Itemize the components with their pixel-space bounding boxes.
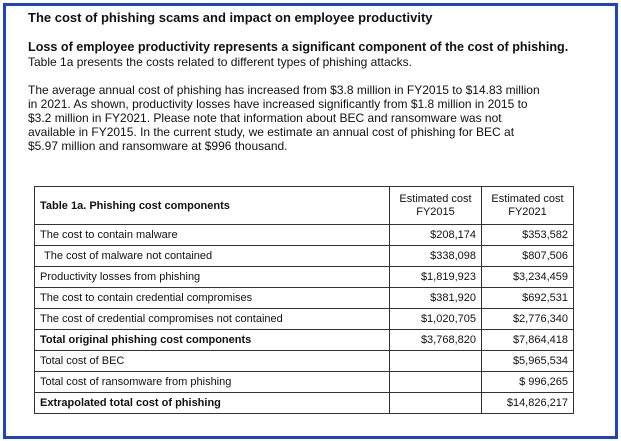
row-value-fy2021: $2,776,340 xyxy=(482,309,574,330)
row-label: The cost of credential compromises not contained xyxy=(35,309,390,330)
table-row-total xyxy=(35,330,574,351)
row-label: Extrapolated total cost of phishing xyxy=(35,393,390,414)
row-value-fy2021: $3,234,459 xyxy=(482,267,574,288)
row-value-fy2015: $338,098 xyxy=(390,246,482,267)
row-value-fy2015 xyxy=(390,372,482,393)
row-value-fy2015: $381,920 xyxy=(390,288,482,309)
table-row xyxy=(35,372,574,393)
document-content xyxy=(28,10,598,153)
table-title: Table 1a. Phishing cost components xyxy=(35,187,390,225)
table-row xyxy=(35,351,574,372)
paragraph-line: The average annual cost of phishing has increased from $3.8 million in FY2015 to $14.83 million xyxy=(28,83,540,97)
row-label: The cost to contain malware xyxy=(35,225,390,246)
row-label: Total original phishing cost components xyxy=(35,330,390,351)
row-value-fy2021: $807,506 xyxy=(482,246,574,267)
phishing-cost-table xyxy=(34,186,574,414)
col-header-line: FY2015 xyxy=(416,205,455,218)
table-row xyxy=(35,225,574,246)
col-header-fy2015 xyxy=(390,187,482,225)
table-row xyxy=(35,309,574,330)
row-label: Total cost of BEC xyxy=(35,351,390,372)
col-header-fy2021 xyxy=(482,187,574,225)
row-value-fy2015: $1,020,705 xyxy=(390,309,482,330)
paragraph-line: $5.97 million and ransomware at $996 thousand. xyxy=(28,139,288,153)
col-header-line: FY2021 xyxy=(508,205,547,218)
row-value-fy2021: $692,531 xyxy=(482,288,574,309)
row-value-fy2021: $ 996,265 xyxy=(482,372,574,393)
row-label: Productivity losses from phishing xyxy=(35,267,390,288)
row-value-fy2021: $7,864,418 xyxy=(482,330,574,351)
row-value-fy2015: $3,768,820 xyxy=(390,330,482,351)
table-row-grand-total xyxy=(35,393,574,414)
paragraph-line: in 2021. As shown, productivity losses have increased significantly from $1.8 million in 2015 to xyxy=(28,97,528,111)
section-heading: The cost of phishing scams and impact on employee productivity xyxy=(28,10,433,25)
row-label: The cost to contain credential compromises xyxy=(35,288,390,309)
col-header-line: Estimated cost xyxy=(491,192,564,205)
row-value-fy2015 xyxy=(390,351,482,372)
row-value-fy2021: $14,826,217 xyxy=(482,393,574,414)
paragraph-line: available in FY2015. In the current study, we estimate an annual cost of phishing for BEC at xyxy=(28,125,515,139)
row-label: The cost of malware not contained xyxy=(35,246,390,267)
row-value-fy2021: $353,582 xyxy=(482,225,574,246)
col-header-line: Estimated cost xyxy=(399,192,472,205)
table-row xyxy=(35,288,574,309)
paragraph-line: $3.2 million in FY2021. Please note that information about BEC and ransomware was not xyxy=(28,111,502,125)
body-paragraph xyxy=(28,83,598,153)
row-value-fy2015: $1,819,923 xyxy=(390,267,482,288)
row-label: Total cost of ransomware from phishing xyxy=(35,372,390,393)
row-value-fy2015: $208,174 xyxy=(390,225,482,246)
table-row xyxy=(35,267,574,288)
row-value-fy2015 xyxy=(390,393,482,414)
table-header-row xyxy=(35,187,574,225)
intro-text: Table 1a presents the costs related to different types of phishing attacks. xyxy=(28,55,413,69)
table-row xyxy=(35,246,574,267)
section-subheading: Loss of employee productivity represents a significant component of the cost of phishing. xyxy=(28,40,569,54)
row-value-fy2021: $5,965,534 xyxy=(482,351,574,372)
